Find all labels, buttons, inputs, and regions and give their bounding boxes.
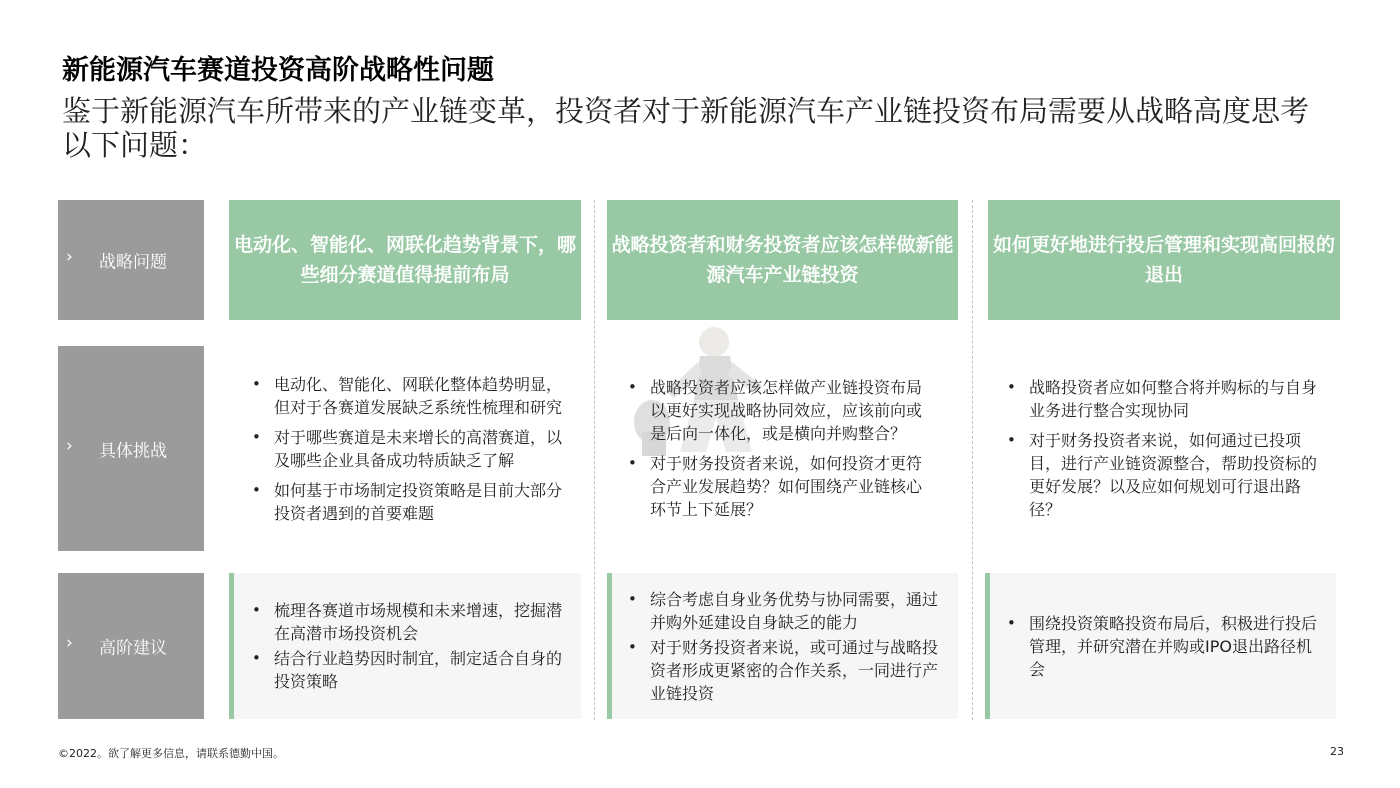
list-item: • 对于财务投资者来说，如何通过已投项目，进行产业链资源整合，帮助投资标的更好发展？以及应如何规划可行退出路径？ xyxy=(1007,429,1320,521)
row-label-text: 战略问题 xyxy=(99,252,167,273)
row-label-challenge xyxy=(58,346,204,551)
suggestion-cell-1 xyxy=(229,573,581,719)
list-item: • 战略投资者应该怎样做产业链投资布局以更好实现战略协同效应，应该前向或是后向一体化，或是横向并购整合？ xyxy=(628,376,936,445)
footer-copyright: ©2022。欲了解更多信息，请联系德勤中国。 xyxy=(58,747,284,760)
suggestion-cell-3 xyxy=(985,573,1336,719)
list-item: • 围绕投资策略投资布局后，积极进行投后管理，并研究潜在并购或IPO退出路径机会 xyxy=(1007,612,1322,681)
strategy-question-1: 电动化、智能化、网联化趋势背景下，哪些细分赛道值得提前布局 xyxy=(229,200,581,320)
suggestion-cell-2 xyxy=(607,573,958,719)
page-number: 23 xyxy=(1330,745,1344,758)
challenge-cell-2 xyxy=(612,346,958,551)
page-subtitle: 鉴于新能源汽车所带来的产业链变革，投资者对于新能源汽车产业链投资布局需要从战略高度思考以下问题： xyxy=(62,94,1310,162)
chevron-right-icon: › xyxy=(66,633,73,654)
list-item: • 对于财务投资者来说，如何投资才更符合产业发展趋势？如何围绕产业链核心环节上下延展？ xyxy=(628,452,936,521)
row-label-text: 具体挑战 xyxy=(99,441,167,461)
challenge-cell-1 xyxy=(234,346,586,551)
row-label-suggestion xyxy=(58,573,204,719)
page-title: 新能源汽车赛道投资高阶战略性问题 xyxy=(62,55,494,86)
strategy-question-3: 如何更好地进行投后管理和实现高回报的退出 xyxy=(988,200,1340,320)
column-divider xyxy=(594,200,595,720)
list-item: • 对于财务投资者来说，或可通过与战略投资者形成更紧密的合作关系，一同进行产业链投资 xyxy=(628,636,938,705)
chevron-right-icon: › xyxy=(66,247,73,268)
row-label-text: 高阶建议 xyxy=(99,638,167,659)
list-item: • 战略投资者应如何整合将并购标的与自身业务进行整合实现协同 xyxy=(1007,376,1320,422)
list-item: • 结合行业趋势因时制宜，制定适合自身的投资策略 xyxy=(252,647,565,693)
row-label-strategy xyxy=(58,200,204,320)
list-item: • 电动化、智能化、网联化整体趋势明显，但对于各赛道发展缺乏系统性梳理和研究 xyxy=(252,373,568,419)
list-item: • 梳理各赛道市场规模和未来增速，挖掘潜在高潜市场投资机会 xyxy=(252,599,565,645)
strategy-question-2: 战略投资者和财务投资者应该怎样做新能源汽车产业链投资 xyxy=(607,200,958,320)
list-item: • 综合考虑自身业务优势与协同需要，通过并购外延建设自身缺乏的能力 xyxy=(628,588,938,634)
chevron-right-icon: › xyxy=(66,435,73,456)
column-divider xyxy=(972,200,973,720)
challenge-cell-3 xyxy=(990,346,1340,551)
list-item: • 如何基于市场制定投资策略是目前大部分投资者遇到的首要难题 xyxy=(252,479,568,525)
list-item: • 对于哪些赛道是未来增长的高潜赛道，以及哪些企业具备成功特质缺乏了解 xyxy=(252,426,568,472)
